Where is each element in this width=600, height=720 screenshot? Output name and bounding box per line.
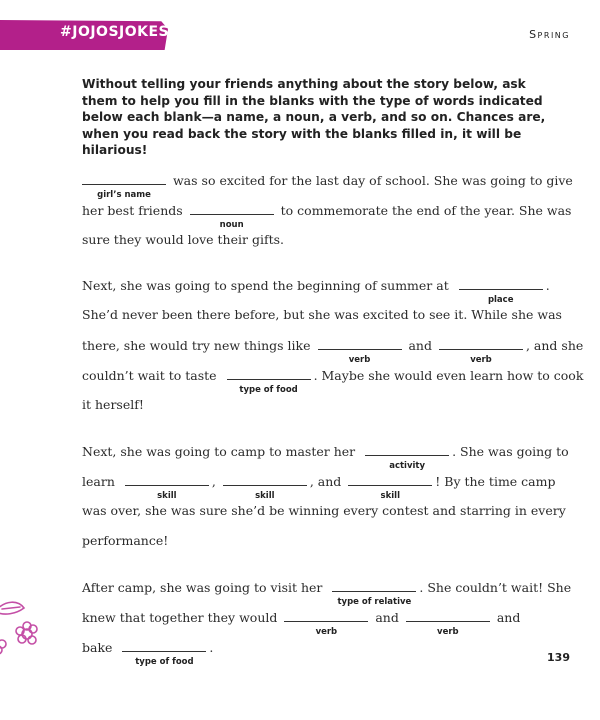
blank-girls-name[interactable]	[82, 172, 166, 200]
story-line	[82, 443, 569, 471]
blank-skill[interactable]	[223, 473, 307, 501]
blank-type-of-food[interactable]	[227, 367, 311, 395]
story-text: was so excited for the last day of school. She was going to give	[172, 173, 573, 188]
blank-verb[interactable]	[406, 609, 490, 637]
story-text: couldn’t wait to taste	[82, 368, 217, 383]
story-text: Next, she was going to spend the beginning of summer at	[82, 278, 449, 293]
story-line	[82, 639, 214, 667]
blank-label: girl’s name	[97, 190, 151, 200]
story-text: , and she	[525, 338, 584, 353]
story-line: was over, she was sure she’d be winning every contest and starring in every	[82, 503, 566, 518]
blank-label: place	[487, 295, 514, 305]
story-line	[82, 473, 556, 501]
story-line	[82, 337, 584, 365]
blank-type-of-food[interactable]	[122, 639, 206, 667]
story-text: there, she would try new things like	[82, 338, 311, 353]
instructions-text: Without telling your friends anything about the story below, ask them to help you fill in the blanks with the type of words indicated below each blank—a name, a noun, a verb, and so on. Chances are, when you read back the story with the blanks filled in, it will be hilarious!	[82, 77, 546, 157]
story-line: She’d never been there before, but she was excited to see it. While she was	[82, 307, 562, 322]
story-text: .	[545, 278, 550, 293]
blank-label: verb	[315, 627, 338, 637]
story-line	[82, 172, 573, 200]
story-text: her best friends	[82, 203, 183, 218]
blank-verb[interactable]	[284, 609, 368, 637]
blank-activity[interactable]	[365, 443, 449, 471]
blank-label: activity	[389, 461, 426, 471]
story-text: . She couldn’t wait! She	[419, 580, 572, 595]
blank-verb[interactable]	[318, 337, 402, 365]
blank-label: skill	[157, 491, 177, 501]
story-text: to commemorate the end of the year. She was	[280, 203, 572, 218]
story-text: learn	[82, 474, 115, 489]
blank-label: noun	[219, 220, 244, 230]
story-text: knew that together they would	[82, 610, 278, 625]
story-line	[82, 202, 572, 230]
story-text: . Maybe she would even learn how to cook	[313, 368, 584, 383]
blank-label: verb	[348, 355, 371, 365]
story-text: . She was going to	[452, 444, 569, 459]
blank-label: type of food	[135, 657, 194, 667]
story-text: , and	[309, 474, 342, 489]
header-tag: #JOJOSJOKES	[60, 24, 170, 40]
blank-label: type of food	[239, 385, 298, 395]
story-line: sure they would love their gifts.	[82, 232, 284, 247]
story-text: After camp, she was going to visit her	[82, 580, 323, 595]
story-text: ! By the time camp	[435, 474, 556, 489]
blank-verb[interactable]	[439, 337, 523, 365]
story-line	[82, 579, 572, 607]
blank-place[interactable]	[459, 277, 543, 305]
blank-noun[interactable]	[190, 202, 274, 230]
blank-skill[interactable]	[125, 473, 209, 501]
page-number: 139	[547, 651, 570, 664]
blank-label: type of relative	[337, 597, 412, 607]
story-text: bake	[82, 640, 113, 655]
section-title: Spring	[529, 28, 570, 41]
story-line	[82, 609, 521, 637]
flower-doodle-icon	[0, 598, 50, 658]
story-text: ,	[211, 474, 216, 489]
story-line: it herself!	[82, 397, 144, 412]
blank-label: verb	[470, 355, 492, 365]
story-text: and	[496, 610, 521, 625]
story-text: and	[408, 338, 432, 353]
blank-label: skill	[255, 491, 275, 501]
blank-skill[interactable]	[348, 473, 432, 501]
blank-label: verb	[437, 627, 459, 637]
story-text: Next, she was going to camp to master her	[82, 444, 356, 459]
story-line	[82, 367, 584, 395]
story-text: and	[375, 610, 399, 625]
story-text: .	[209, 640, 214, 655]
story-line	[82, 277, 550, 305]
blank-label: skill	[380, 491, 400, 501]
blank-type-of-relative[interactable]	[332, 579, 416, 607]
story-line: performance!	[82, 533, 169, 548]
